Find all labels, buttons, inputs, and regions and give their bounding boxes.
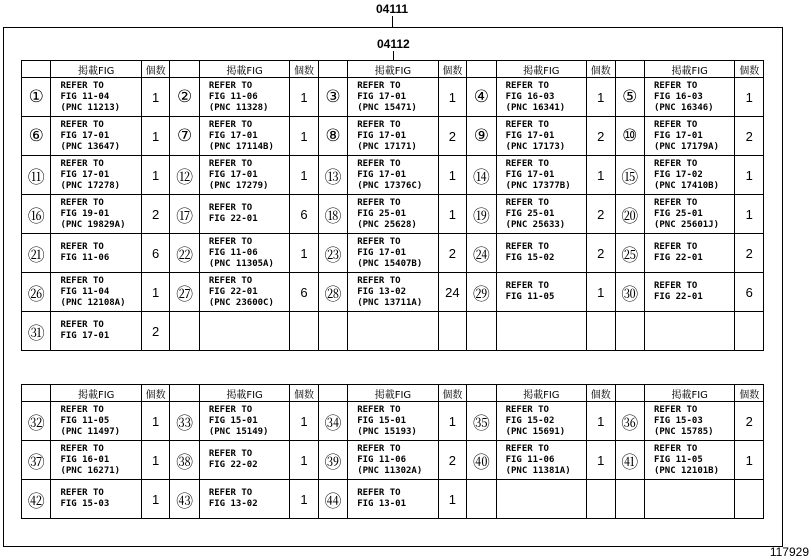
quantity: 1 xyxy=(290,441,318,480)
item-number: ㉟ xyxy=(467,402,496,441)
header-fig: 掲載FIG xyxy=(348,61,438,78)
quantity: 1 xyxy=(141,273,169,312)
header-qty: 個数 xyxy=(587,61,615,78)
figure-reference: REFER TO FIG 11-06 (PNC 11302A) xyxy=(348,441,438,480)
header-blank xyxy=(170,61,199,78)
header-qty: 個数 xyxy=(735,61,764,78)
header-blank xyxy=(318,385,347,402)
figure-reference: REFER TO FIG 11-06 (PNC 11328) xyxy=(199,78,289,117)
item-number xyxy=(615,480,644,519)
figure-reference xyxy=(496,480,586,519)
item-number: ㉜ xyxy=(22,402,51,441)
quantity: 1 xyxy=(587,402,615,441)
item-number: ⑯ xyxy=(22,195,51,234)
figure-reference: REFER TO FIG 15-03 (PNC 15785) xyxy=(644,402,734,441)
quantity: 1 xyxy=(141,402,169,441)
quantity: 2 xyxy=(735,117,764,156)
figure-reference: REFER TO FIG 17-01 (PNC 17376C) xyxy=(348,156,438,195)
quantity: 6 xyxy=(735,273,764,312)
figure-reference: REFER TO FIG 17-01 (PNC 13647) xyxy=(51,117,141,156)
item-number: ㊶ xyxy=(615,441,644,480)
header-blank xyxy=(467,61,496,78)
quantity: 2 xyxy=(735,234,764,273)
quantity: 1 xyxy=(290,402,318,441)
figure-reference: REFER TO FIG 11-05 xyxy=(496,273,586,312)
figure-reference: REFER TO FIG 17-01 (PNC 17171) xyxy=(348,117,438,156)
figure-reference: REFER TO FIG 22-01 xyxy=(199,195,289,234)
quantity: 2 xyxy=(438,117,466,156)
figure-reference xyxy=(199,312,289,351)
quantity: 1 xyxy=(587,273,615,312)
figure-reference xyxy=(644,312,734,351)
figure-reference: REFER TO FIG 13-02 (PNC 13711A) xyxy=(348,273,438,312)
parts-table-1 xyxy=(21,60,764,351)
header-qty: 個数 xyxy=(587,385,615,402)
quantity xyxy=(587,312,615,351)
figure-reference: REFER TO FIG 13-01 xyxy=(348,480,438,519)
item-number: ㉞ xyxy=(318,402,347,441)
item-number: ㊷ xyxy=(22,480,51,519)
item-number: ㉚ xyxy=(615,273,644,312)
item-number: ⑦ xyxy=(170,117,199,156)
header-qty: 個数 xyxy=(141,61,169,78)
quantity: 1 xyxy=(141,78,169,117)
table-row xyxy=(22,156,764,195)
item-number: ⑰ xyxy=(170,195,199,234)
figure-reference: REFER TO FIG 22-01 xyxy=(644,273,734,312)
assembly-code-sub: 04112 xyxy=(377,37,410,51)
item-number: ⑥ xyxy=(22,117,51,156)
figure-reference: REFER TO FIG 11-04 (PNC 12108A) xyxy=(51,273,141,312)
figure-reference: REFER TO FIG 11-06 xyxy=(51,234,141,273)
figure-reference: REFER TO FIG 17-01 (PNC 17279) xyxy=(199,156,289,195)
figure-reference xyxy=(496,312,586,351)
table-row xyxy=(22,441,764,480)
quantity: 1 xyxy=(141,480,169,519)
quantity: 24 xyxy=(438,273,466,312)
item-number: ⑮ xyxy=(615,156,644,195)
header-qty: 個数 xyxy=(438,385,466,402)
quantity: 2 xyxy=(735,402,764,441)
header-fig: 掲載FIG xyxy=(199,61,289,78)
table-header-row xyxy=(22,385,764,402)
item-number: ⑫ xyxy=(170,156,199,195)
table-row xyxy=(22,273,764,312)
item-number: ㉘ xyxy=(318,273,347,312)
header-fig: 掲載FIG xyxy=(51,61,141,78)
header-blank xyxy=(170,385,199,402)
figure-reference: REFER TO FIG 15-01 (PNC 15149) xyxy=(199,402,289,441)
table-row xyxy=(22,480,764,519)
table-row xyxy=(22,402,764,441)
assembly-code-top: 04111 xyxy=(376,2,409,16)
header-blank xyxy=(318,61,347,78)
header-fig: 掲載FIG xyxy=(348,385,438,402)
item-number: ㉕ xyxy=(615,234,644,273)
figure-reference: REFER TO FIG 11-06 (PNC 11381A) xyxy=(496,441,586,480)
quantity: 2 xyxy=(438,234,466,273)
quantity: 1 xyxy=(438,78,466,117)
quantity: 1 xyxy=(735,156,764,195)
item-number: ⑳ xyxy=(615,195,644,234)
quantity: 2 xyxy=(141,312,169,351)
item-number: ㉖ xyxy=(22,273,51,312)
quantity xyxy=(735,480,764,519)
quantity: 2 xyxy=(587,234,615,273)
figure-reference: REFER TO FIG 15-03 xyxy=(51,480,141,519)
item-number: ㉗ xyxy=(170,273,199,312)
table-row xyxy=(22,234,764,273)
item-number: ⑬ xyxy=(318,156,347,195)
header-fig: 掲載FIG xyxy=(199,385,289,402)
quantity: 1 xyxy=(141,441,169,480)
item-number: ④ xyxy=(467,78,496,117)
figure-reference: REFER TO FIG 22-01 xyxy=(644,234,734,273)
quantity: 6 xyxy=(290,273,318,312)
figure-reference: REFER TO FIG 11-06 (PNC 11305A) xyxy=(199,234,289,273)
quantity: 1 xyxy=(438,402,466,441)
header-qty: 個数 xyxy=(438,61,466,78)
item-number xyxy=(467,480,496,519)
figure-reference: REFER TO FIG 15-01 (PNC 15193) xyxy=(348,402,438,441)
figure-reference: REFER TO FIG 19-01 (PNC 19829A) xyxy=(51,195,141,234)
figure-reference: REFER TO FIG 25-01 (PNC 25628) xyxy=(348,195,438,234)
item-number: ⑪ xyxy=(22,156,51,195)
figure-reference: REFER TO FIG 17-01 (PNC 17377B) xyxy=(496,156,586,195)
item-number: ① xyxy=(22,78,51,117)
quantity: 1 xyxy=(438,195,466,234)
item-number: ㊱ xyxy=(615,402,644,441)
header-qty: 個数 xyxy=(735,385,764,402)
table-row xyxy=(22,78,764,117)
figure-reference: REFER TO FIG 17-01 (PNC 17173) xyxy=(496,117,586,156)
quantity: 1 xyxy=(735,195,764,234)
item-number: ⑤ xyxy=(615,78,644,117)
item-number: ㊵ xyxy=(467,441,496,480)
header-blank xyxy=(22,385,51,402)
figure-reference: REFER TO FIG 17-01 (PNC 17114B) xyxy=(199,117,289,156)
item-number: ⑩ xyxy=(615,117,644,156)
item-number: ㉑ xyxy=(22,234,51,273)
header-qty: 個数 xyxy=(290,61,318,78)
figure-reference: REFER TO FIG 16-03 (PNC 16341) xyxy=(496,78,586,117)
item-number: ㉔ xyxy=(467,234,496,273)
quantity: 1 xyxy=(438,156,466,195)
quantity: 1 xyxy=(290,156,318,195)
figure-reference: REFER TO FIG 25-01 (PNC 25601J) xyxy=(644,195,734,234)
quantity: 2 xyxy=(587,195,615,234)
item-number: ㉓ xyxy=(318,234,347,273)
quantity: 1 xyxy=(438,480,466,519)
header-qty: 個数 xyxy=(290,385,318,402)
figure-reference xyxy=(644,480,734,519)
item-number: ⑭ xyxy=(467,156,496,195)
header-fig: 掲載FIG xyxy=(496,385,586,402)
item-number: ㊲ xyxy=(22,441,51,480)
figure-reference: REFER TO FIG 13-02 xyxy=(199,480,289,519)
figure-reference: REFER TO FIG 11-04 (PNC 11213) xyxy=(51,78,141,117)
figure-reference: REFER TO FIG 17-01 (PNC 17278) xyxy=(51,156,141,195)
item-number: ⑲ xyxy=(467,195,496,234)
header-qty: 個数 xyxy=(141,385,169,402)
header-blank xyxy=(22,61,51,78)
header-blank xyxy=(615,385,644,402)
figure-reference: REFER TO FIG 17-01 xyxy=(51,312,141,351)
header-fig: 掲載FIG xyxy=(496,61,586,78)
table-row xyxy=(22,312,764,351)
quantity: 1 xyxy=(141,156,169,195)
quantity xyxy=(587,480,615,519)
item-number: ⑧ xyxy=(318,117,347,156)
quantity: 2 xyxy=(587,117,615,156)
item-number: ⑱ xyxy=(318,195,347,234)
quantity: 1 xyxy=(587,78,615,117)
item-number: ㊳ xyxy=(170,441,199,480)
item-number: ㊹ xyxy=(318,480,347,519)
item-number: ㊸ xyxy=(170,480,199,519)
leader-line-top xyxy=(392,16,393,27)
table-row xyxy=(22,117,764,156)
parts-table-2 xyxy=(21,384,764,519)
item-number xyxy=(170,312,199,351)
quantity xyxy=(290,312,318,351)
item-number: ③ xyxy=(318,78,347,117)
item-number: ② xyxy=(170,78,199,117)
quantity: 1 xyxy=(290,480,318,519)
header-fig: 掲載FIG xyxy=(644,385,734,402)
figure-reference: REFER TO FIG 11-05 (PNC 12101B) xyxy=(644,441,734,480)
table-row xyxy=(22,195,764,234)
quantity: 1 xyxy=(735,78,764,117)
quantity: 1 xyxy=(587,441,615,480)
quantity: 1 xyxy=(735,441,764,480)
item-number: ㉙ xyxy=(467,273,496,312)
figure-reference xyxy=(348,312,438,351)
header-blank xyxy=(615,61,644,78)
header-blank xyxy=(467,385,496,402)
figure-reference: REFER TO FIG 17-01 (PNC 15471) xyxy=(348,78,438,117)
item-number xyxy=(615,312,644,351)
quantity: 1 xyxy=(141,117,169,156)
table-header-row xyxy=(22,61,764,78)
figure-reference: REFER TO FIG 17-02 (PNC 17410B) xyxy=(644,156,734,195)
figure-reference: REFER TO FIG 11-05 (PNC 11497) xyxy=(51,402,141,441)
item-number: ㊴ xyxy=(318,441,347,480)
figure-reference: REFER TO FIG 17-01 (PNC 17179A) xyxy=(644,117,734,156)
item-number: ㉛ xyxy=(22,312,51,351)
quantity: 2 xyxy=(141,195,169,234)
quantity xyxy=(438,312,466,351)
figure-reference: REFER TO FIG 22-01 (PNC 23600C) xyxy=(199,273,289,312)
figure-reference: REFER TO FIG 16-01 (PNC 16271) xyxy=(51,441,141,480)
quantity: 6 xyxy=(141,234,169,273)
item-number: ㉒ xyxy=(170,234,199,273)
quantity: 1 xyxy=(290,117,318,156)
item-number: ⑨ xyxy=(467,117,496,156)
figure-reference: REFER TO FIG 25-01 (PNC 25633) xyxy=(496,195,586,234)
item-number xyxy=(318,312,347,351)
figure-reference: REFER TO FIG 16-03 (PNC 16346) xyxy=(644,78,734,117)
quantity: 6 xyxy=(290,195,318,234)
illustration-number: 117929 xyxy=(769,545,809,559)
quantity: 1 xyxy=(587,156,615,195)
figure-reference: REFER TO FIG 15-02 (PNC 15691) xyxy=(496,402,586,441)
quantity: 2 xyxy=(438,441,466,480)
header-fig: 掲載FIG xyxy=(644,61,734,78)
quantity: 1 xyxy=(290,234,318,273)
item-number xyxy=(467,312,496,351)
figure-reference: REFER TO FIG 22-02 xyxy=(199,441,289,480)
quantity xyxy=(735,312,764,351)
figure-reference: REFER TO FIG 15-02 xyxy=(496,234,586,273)
figure-reference: REFER TO FIG 17-01 (PNC 15407B) xyxy=(348,234,438,273)
item-number: ㉝ xyxy=(170,402,199,441)
quantity: 1 xyxy=(290,78,318,117)
header-fig: 掲載FIG xyxy=(51,385,141,402)
